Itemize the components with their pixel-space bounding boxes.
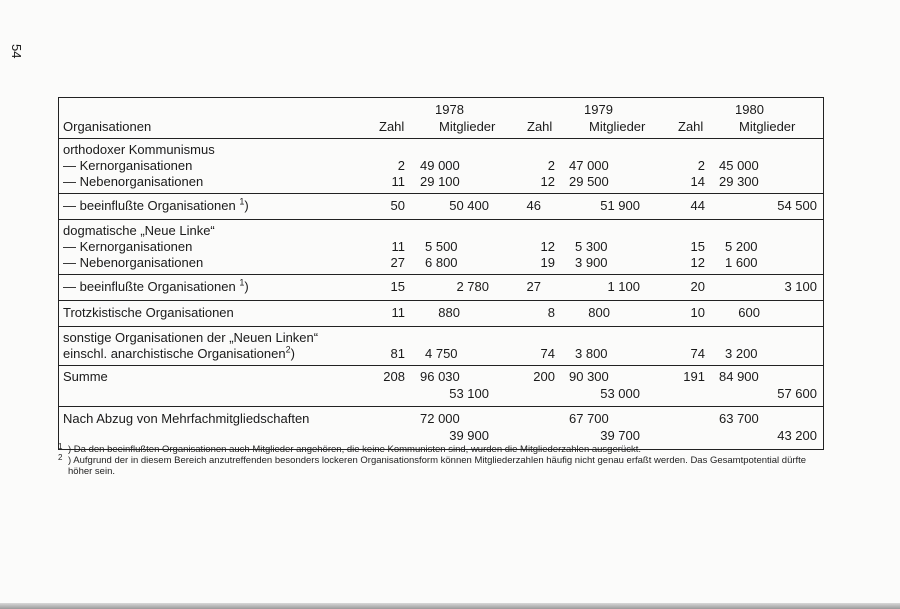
mitglieder-1979: 5 300 <box>575 239 608 254</box>
footnote-mark: 1 <box>58 442 63 451</box>
mitglieder-1979: 47 000 <box>569 158 609 173</box>
page-edge-shadow <box>0 603 900 609</box>
row-label: — Nebenorganisationen <box>63 174 204 189</box>
row-label: — beeinflußte Organisationen $^1$) <box>63 196 249 213</box>
row-label: — Kernorganisationen <box>63 239 193 254</box>
zahl-1980: 12 <box>690 255 705 270</box>
mitglieder-1980: 600 <box>738 305 760 320</box>
mitglieder-1979: 29 500 <box>569 174 609 189</box>
row-label-line2: einschl. anarchistische Organisationen$^2$) <box>63 344 295 361</box>
mitglieder-1978: 880 <box>438 305 460 320</box>
mitglieder-1979: 1 100 <box>607 279 640 294</box>
zahl-1979: 46 <box>526 198 541 213</box>
mitglieder-1978: 96 030 <box>420 369 460 384</box>
mitglieder-1978: 4 750 <box>425 346 458 361</box>
footnote-ref: 1 <box>239 196 245 207</box>
mitglieder-1979: 800 <box>588 305 610 320</box>
row-orthodox-beeinflusst <box>59 194 823 220</box>
zahl-1980: 74 <box>690 346 705 361</box>
zahl-1978: 27 <box>390 255 405 270</box>
row-label: — Nebenorganisationen <box>63 255 204 270</box>
zahl-1978: 2 <box>397 158 405 173</box>
header-zahl-1978: Zahl <box>379 119 405 134</box>
total-1980: 43 200 <box>777 428 817 443</box>
zahl-1980: 191 <box>683 369 705 384</box>
zahl-1980: 20 <box>690 279 705 294</box>
section-title: dogmatische „Neue Linke“ <box>63 223 215 238</box>
total-1980: 57 600 <box>777 386 817 401</box>
mitglieder-1978: 2 780 <box>456 279 489 294</box>
row-label: — beeinflußte Organisationen $^1$) <box>63 277 249 294</box>
mitglieder-1978: 6 800 <box>425 255 458 270</box>
total-1978: 39 900 <box>449 428 489 443</box>
header-zahl-1980: Zahl <box>678 119 704 134</box>
mitglieder-1979: 51 900 <box>600 198 640 213</box>
row-summe <box>59 366 823 407</box>
zahl-1978: 81 <box>390 346 405 361</box>
mitglieder-1980: 3 100 <box>784 279 817 294</box>
mitglieder-1980: 54 500 <box>777 198 817 213</box>
footnote-2 <box>58 455 828 477</box>
section-neue-linke <box>59 220 823 275</box>
row-neue-linke-beeinflusst <box>59 275 823 301</box>
footnote-text: ) Aufgrund der in diesem Bereich anzutreffenden besonders lockeren Organisationsform können Mitgliederzahlen häufig nicht genau erfaßt werden. Das Gesamtpotential dürfte höher sein. <box>68 455 807 477</box>
zahl-1979: 27 <box>526 279 541 294</box>
zahl-1978: 208 <box>383 369 405 384</box>
mitglieder-1979: 3 900 <box>575 255 608 270</box>
footnote-ref: 1 <box>239 277 245 288</box>
zahl-1978: 15 <box>390 279 405 294</box>
mitglieder-1980: 45 000 <box>719 158 759 173</box>
row-label: Nach Abzug von Mehrfachmitgliedschaften <box>63 411 310 426</box>
mitglieder-1978: 49 000 <box>420 158 460 173</box>
mitglieder-1980: 63 700 <box>719 411 759 426</box>
mitglieder-1979: 3 800 <box>575 346 608 361</box>
row-label-line1: sonstige Organisationen der „Neuen Linken“ <box>63 330 319 345</box>
mitglieder-1980: 84 900 <box>719 369 759 384</box>
mitglieder-1978: 72 000 <box>420 411 460 426</box>
mitglieder-1978: 29 100 <box>420 174 460 189</box>
mitglieder-1980: 29 300 <box>719 174 759 189</box>
mitglieder-1980: 5 200 <box>725 239 758 254</box>
mitglieder-1979: 90 300 <box>569 369 609 384</box>
total-1979: 39 700 <box>600 428 640 443</box>
mitglieder-1980: 1 600 <box>725 255 758 270</box>
header-mitglieder-1980: Mitglieder <box>739 119 796 134</box>
zahl-1980: 10 <box>690 305 705 320</box>
table-header <box>59 98 823 139</box>
zahl-1979: 12 <box>540 174 555 189</box>
total-1979: 53 000 <box>600 386 640 401</box>
zahl-1978: 50 <box>390 198 405 213</box>
zahl-1979: 2 <box>547 158 555 173</box>
header-zahl-1979: Zahl <box>527 119 553 134</box>
row-label: Trotzkistische Organisationen <box>63 305 234 320</box>
zahl-1980: 2 <box>697 158 705 173</box>
zahl-1979: 19 <box>540 255 555 270</box>
zahl-1979: 8 <box>547 305 555 320</box>
header-mitglieder-1979: Mitglieder <box>589 119 646 134</box>
row-trotzkistisch <box>59 301 823 327</box>
total-1978: 53 100 <box>449 386 489 401</box>
row-nach-abzug <box>59 407 823 449</box>
zahl-1980: 44 <box>690 198 705 213</box>
zahl-1979: 74 <box>540 346 555 361</box>
row-label: Summe <box>63 369 108 384</box>
zahl-1980: 14 <box>690 174 705 189</box>
row-label: — Kernorganisationen <box>63 158 193 173</box>
zahl-1978: 11 <box>391 305 405 320</box>
zahl-1980: 15 <box>690 239 705 254</box>
section-orthodox <box>59 139 823 194</box>
zahl-1979: 200 <box>533 369 555 384</box>
mitglieder-1980: 3 200 <box>725 346 758 361</box>
zahl-1978: 11 <box>391 239 405 254</box>
header-year-1980: 1980 <box>735 102 764 117</box>
section-title: orthodoxer Kommunismus <box>63 142 215 157</box>
footnote-1 <box>58 444 828 455</box>
membership-table <box>58 97 824 450</box>
mitglieder-1979: 67 700 <box>569 411 609 426</box>
mitglieder-1978: 5 500 <box>425 239 458 254</box>
header-mitglieder-1978: Mitglieder <box>439 119 496 134</box>
row-sonstige <box>59 327 823 366</box>
footnote-ref: 2 <box>285 344 291 355</box>
zahl-1978: 11 <box>391 174 405 189</box>
page-number: 54 <box>9 44 24 59</box>
zahl-1979: 12 <box>540 239 555 254</box>
header-year-1979: 1979 <box>584 102 613 117</box>
mitglieder-1978: 50 400 <box>449 198 489 213</box>
header-organisationen: Organisationen <box>63 119 152 134</box>
header-year-1978: 1978 <box>435 102 464 117</box>
footnotes <box>58 444 828 477</box>
footnote-mark: 2 <box>58 453 63 462</box>
footnote-text: ) Da den beeinflußten Organisationen auch Mitglieder angehören, die keine Kommunisten sind, wurden die Mitgliederzahlen ausgerückt. <box>68 444 641 455</box>
